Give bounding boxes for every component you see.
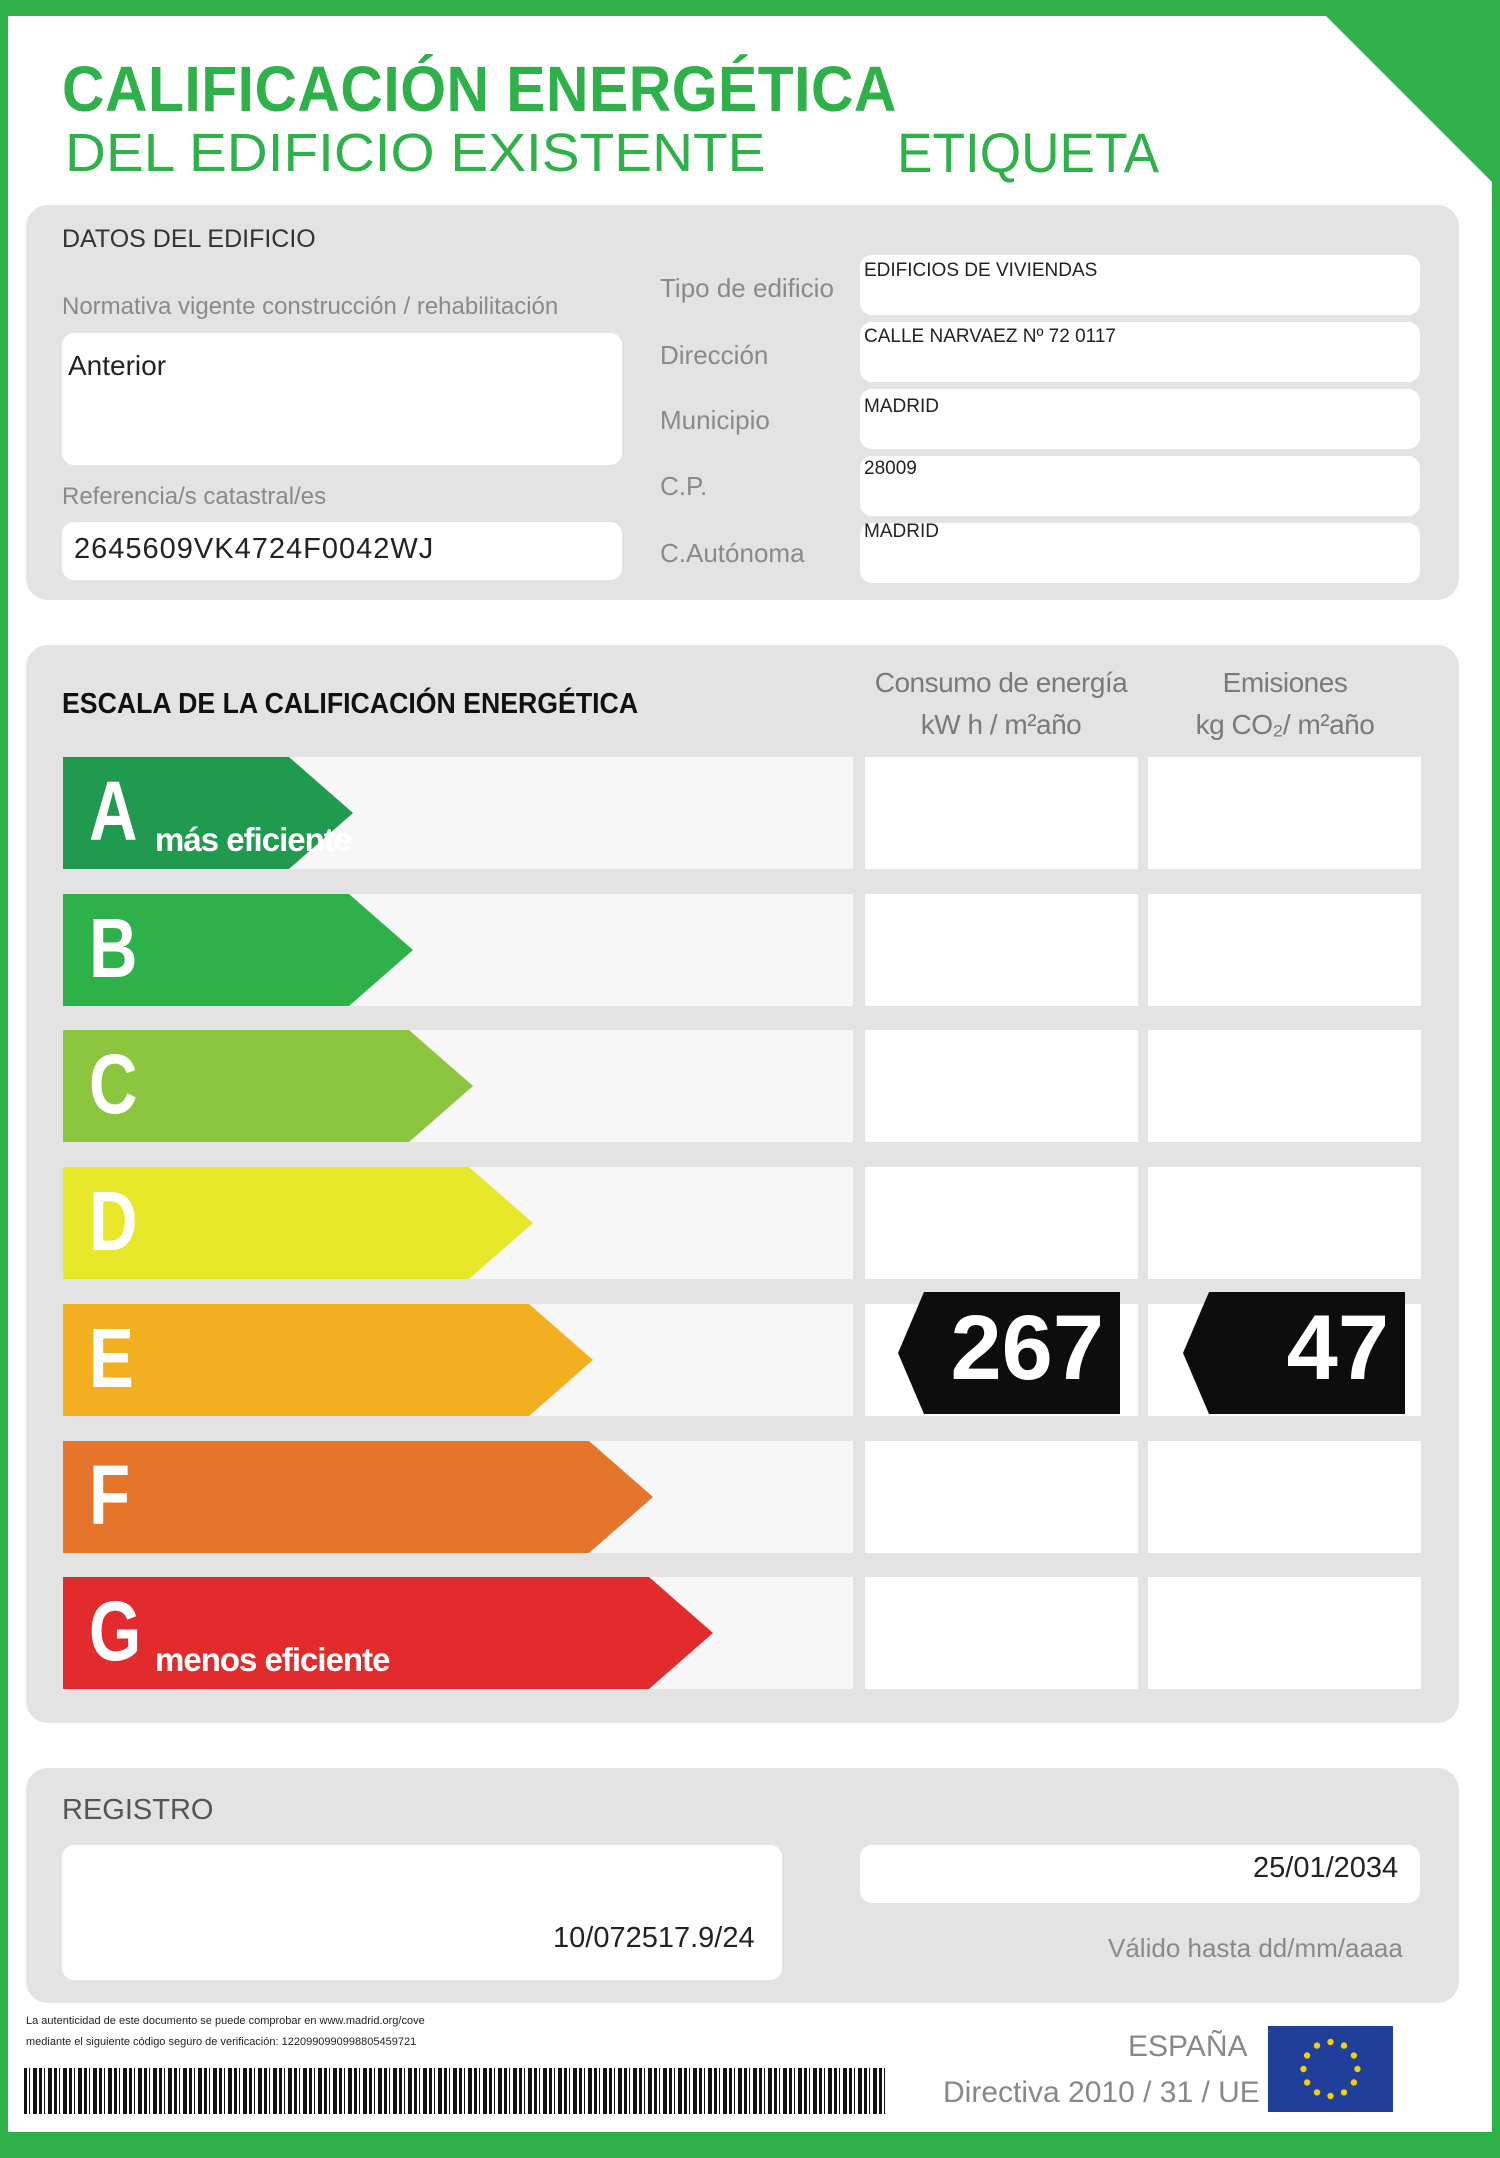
class-letter: F [89, 1448, 131, 1542]
class-arrow-a [63, 757, 353, 869]
scale-section-title: ESCALA DE LA CALIFICACIÓN ENERGÉTICA [62, 688, 639, 720]
label-title: ETIQUETA [897, 121, 1160, 184]
consumption-header-line2: kW h / m²año [920, 709, 1082, 740]
referencia-label: Referencia/s catastral/es [62, 483, 327, 510]
eu-stars [1268, 2026, 1393, 2112]
registry-section-title: REGISTRO [62, 1794, 214, 1826]
emissions-column-header [1146, 662, 1424, 746]
building-section-title: DATOS DEL EDIFICIO [62, 225, 316, 253]
eu-star [1341, 2042, 1347, 2048]
emissions-cell-c [1148, 1030, 1421, 1142]
class-arrow-shape [63, 1441, 653, 1553]
consumption-column-header [862, 662, 1140, 746]
class-arrow-d [63, 1167, 533, 1279]
consumption-value: 267 [950, 1297, 1104, 1399]
eu-star [1300, 2066, 1306, 2072]
cp-label: C.P. [660, 471, 708, 501]
municipio-value: MADRID [864, 396, 939, 417]
normativa-value: Anterior [68, 350, 167, 381]
class-arrow-f [63, 1441, 653, 1553]
consumption-cell-g [865, 1577, 1138, 1689]
class-letter: A [89, 764, 138, 858]
normativa-label: Normativa vigente construcción / rehabilitación [62, 293, 559, 320]
consumption-header-line1: Consumo de energía [874, 667, 1128, 698]
tipo-value: EDIFICIOS DE VIVIENDAS [864, 260, 1098, 281]
eu-star [1351, 2079, 1357, 2085]
autonoma-value: MADRID [864, 521, 939, 542]
class-letter: C [89, 1037, 138, 1131]
directive-label: Directiva 2010 / 31 / UE [943, 2076, 1260, 2109]
emissions-header-line2: kg CO₂/ m²año [1195, 709, 1375, 740]
class-letter: G [89, 1584, 142, 1678]
registry-box [62, 1845, 782, 1980]
title-line2: DEL EDIFICIO EXISTENTE [65, 123, 766, 183]
emissions-cell-b [1148, 894, 1421, 1006]
emissions-cell-d [1148, 1167, 1421, 1279]
consumption-cell-c [865, 1030, 1138, 1142]
eu-star [1351, 2052, 1357, 2058]
tipo-label: Tipo de edificio [660, 273, 834, 303]
eu-star [1341, 2089, 1347, 2095]
class-efficiency-tag: menos eficiente [155, 1641, 390, 1678]
eu-star [1314, 2042, 1320, 2048]
class-arrow-c [63, 1030, 473, 1142]
autonoma-label: C.Autónoma [660, 538, 805, 568]
authenticity-line2: mediante el siguiente código seguro de verificación: 1220990990998805459721 [26, 2036, 417, 2048]
valid-until-value: 25/01/2034 [1253, 1852, 1399, 1884]
emissions-cell-a [1148, 757, 1421, 869]
title-line1: CALIFICACIÓN ENERGÉTICA [62, 53, 897, 125]
consumption-cell-d [865, 1167, 1138, 1279]
class-arrow-shape [63, 1304, 593, 1416]
class-efficiency-tag: más eficiente [155, 821, 352, 858]
emissions-cell-g [1148, 1577, 1421, 1689]
class-letter: D [89, 1174, 138, 1268]
eu-star [1314, 2089, 1320, 2095]
eu-flag-icon [1268, 2026, 1393, 2112]
autonoma-box [860, 523, 1420, 583]
consumption-cell-f [865, 1441, 1138, 1553]
registry-number: 10/072517.9/24 [553, 1922, 755, 1954]
consumption-cell-b [865, 894, 1138, 1006]
eu-star [1327, 2093, 1333, 2099]
emissions-value: 47 [1286, 1297, 1389, 1399]
eu-star [1327, 2039, 1333, 2045]
country-label: ESPAÑA [1128, 2030, 1248, 2063]
valid-until-label: Válido hasta dd/mm/aaaa [1108, 1933, 1403, 1963]
corner-fold [1310, 0, 1500, 190]
eu-star [1304, 2052, 1310, 2058]
authenticity-line1: La autenticidad de este documento se puede comprobar en www.madrid.org/cove [26, 2015, 425, 2027]
consumption-badge [898, 1292, 1120, 1414]
municipio-box [860, 389, 1420, 449]
cp-box [860, 456, 1420, 516]
emissions-cell-f [1148, 1441, 1421, 1553]
class-arrow-b [63, 894, 413, 1006]
emissions-header-line1: Emisiones [1222, 667, 1348, 698]
direccion-label: Dirección [660, 340, 769, 370]
direccion-value: CALLE NARVAEZ Nº 72 0117 [864, 326, 1116, 347]
barcode [24, 2068, 886, 2114]
consumption-cell-a [865, 757, 1138, 869]
class-letter: B [89, 901, 138, 995]
municipio-label: Municipio [660, 405, 770, 435]
eu-star [1354, 2066, 1360, 2072]
eu-star [1304, 2079, 1310, 2085]
referencia-value: 2645609VK4724F0042WJ [74, 533, 435, 565]
class-letter: E [89, 1311, 134, 1405]
emissions-badge [1183, 1292, 1405, 1414]
class-arrow-g [63, 1577, 713, 1689]
class-arrow-e [63, 1304, 593, 1416]
cp-value: 28009 [864, 458, 917, 479]
